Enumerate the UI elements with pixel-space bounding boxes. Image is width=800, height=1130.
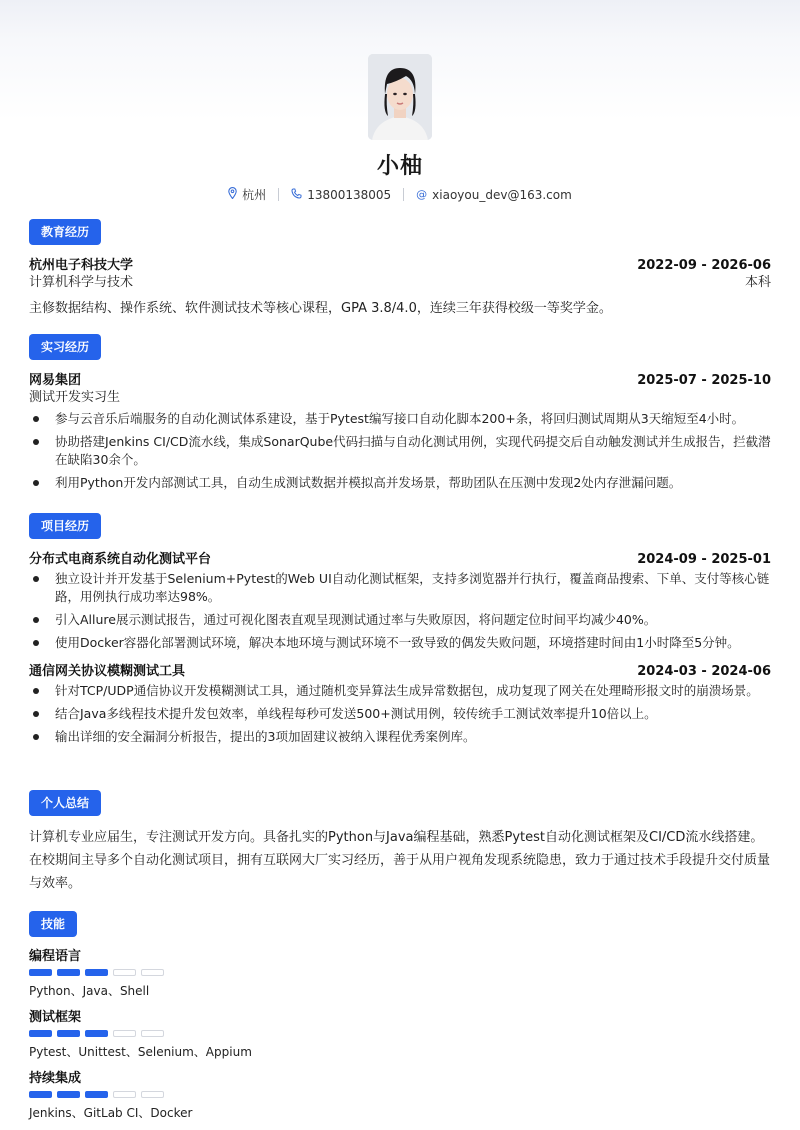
contact-email: [416, 188, 572, 202]
resume-header: [29, 0, 771, 203]
list-item: 协助搭建Jenkins CI/CD流水线，集成SonarQube代码扫描与自动化测试用例，实现代码提交后自动触发测试并生成报告，拦截潜在缺陷30余个。: [29, 433, 771, 469]
list-item: 输出详细的安全漏洞分析报告，提出的3项加固建议被纳入课程优秀案例库。: [29, 728, 771, 746]
skill-level-segment-filled: [57, 969, 80, 976]
skill-level-segment-filled: [29, 969, 52, 976]
contact-divider: [403, 188, 404, 201]
skill-item: [29, 945, 771, 999]
projects-heading: 项目经历: [29, 513, 101, 539]
contact-email-text[interactable]: xiaoyou_dev@163.com: [432, 187, 572, 202]
internship-role: 测试开发实习生: [29, 390, 121, 405]
internship-heading: 实习经历: [29, 334, 101, 360]
education-detail-row: [29, 273, 771, 292]
skill-level-bars: [29, 969, 771, 976]
company-name: 网易集团: [29, 373, 82, 388]
skill-name: 测试框架: [29, 1010, 82, 1025]
skill-name: 持续集成: [29, 1071, 82, 1086]
skill-level-segment-filled: [29, 1030, 52, 1037]
list-item: 引入Allure展示测试报告，通过可视化图表直观呈现测试通过率与失败原因，将问题定位时间平均减少40%。: [29, 611, 771, 629]
skill-level-bars: [29, 1091, 771, 1098]
skill-list: Jenkins、GitLab CI、Docker: [29, 1106, 193, 1120]
project-row: [29, 548, 771, 567]
contact-city-text: 杭州: [242, 188, 267, 202]
profile-photo: [368, 54, 432, 140]
education-heading: 教育经历: [29, 219, 101, 245]
internship-period: 2025-07 - 2025-10: [637, 373, 771, 388]
degree: 本科: [744, 275, 771, 290]
list-item: 独立设计并开发基于Selenium+Pytest的Web UI自动化测试框架，支持多浏览器并行执行，覆盖商品搜索、下单、支付等核心链路，用例执行成功率达98%。: [29, 570, 771, 606]
education-row: [29, 254, 771, 273]
location-pin-icon: [228, 187, 237, 202]
projects-section: [29, 513, 771, 751]
skill-level-segment-filled: [29, 1091, 52, 1098]
project-period: 2024-03 - 2024-06: [637, 664, 771, 679]
skill-name: 编程语言: [29, 949, 82, 964]
skills-heading: 技能: [29, 911, 77, 937]
summary-heading: 个人总结: [29, 790, 101, 816]
skill-level-bars: [29, 1030, 771, 1037]
school-name: 杭州电子科技大学: [29, 258, 134, 273]
phone-icon: [291, 188, 302, 202]
project-period: 2024-09 - 2025-01: [637, 552, 771, 567]
at-icon: @: [416, 188, 428, 201]
list-item: 针对TCP/UDP通信协议开发模糊测试工具，通过随机变异算法生成异常数据包，成功复现了网关在处理畸形报文时的崩溃场景。: [29, 682, 771, 700]
list-item: 使用Docker容器化部署测试环境，解决本地环境与测试环境不一致导致的偶发失败问题，环境搭建时间由1小时降至5分钟。: [29, 634, 771, 652]
internship-bullets: [29, 410, 771, 492]
list-item: 参与云音乐后端服务的自动化测试体系建设，基于Pytest编写接口自动化脚本200+条，将回归测试周期从3天缩短至4小时。: [29, 410, 771, 428]
skill-list: Python、Java、Shell: [29, 984, 150, 998]
major: 计算机科学与技术: [29, 275, 134, 290]
list-item: 利用Python开发内部测试工具，自动生成测试数据并模拟高并发场景，帮助团队在压测中发现2处内存泄漏问题。: [29, 474, 771, 492]
skill-level-segment-filled: [85, 1030, 108, 1037]
contact-phone-text[interactable]: 13800138005: [307, 187, 392, 202]
skill-level-segment-empty: [113, 969, 136, 976]
contact-city: [228, 186, 266, 203]
skill-level-segment-filled: [85, 1091, 108, 1098]
education-period: 2022-09 - 2026-06: [637, 258, 771, 273]
project-name: 分布式电商系统自动化测试平台: [29, 552, 212, 567]
skill-item: [29, 1006, 771, 1060]
skill-level-segment-empty: [113, 1091, 136, 1098]
skill-level-segment-empty: [141, 969, 164, 976]
skill-list: Pytest、Unittest、Selenium、Appium: [29, 1045, 252, 1059]
education-section: [29, 219, 771, 318]
skill-level-segment-empty: [141, 1030, 164, 1037]
contact-row: [29, 186, 771, 203]
project-name: 通信网关协议模糊测试工具: [29, 664, 186, 679]
skill-level-segment-filled: [57, 1091, 80, 1098]
contact-phone: [291, 188, 391, 202]
summary-text: 计算机专业应届生，专注测试开发方向。具备扎实的Python与Java编程基础，熟悉Pytest自动化测试框架及CI/CD流水线搭建。在校期间主导多个自动化测试项目，拥有互联网大厂实习经历，善于从用户视角发现系统隐患，致力于通过技术手段提升交付质量与效率。: [29, 830, 771, 891]
skills-section: [29, 911, 771, 1121]
contact-divider: [278, 188, 279, 201]
skill-level-segment-filled: [85, 969, 108, 976]
internship-row: [29, 369, 771, 388]
skill-item: [29, 1067, 771, 1121]
internship-section: [29, 334, 771, 497]
skill-level-segment-filled: [57, 1030, 80, 1037]
education-description: 主修数据结构、操作系统、软件测试技术等核心课程，GPA 3.8/4.0，连续三年获得校级一等奖学金。: [29, 301, 612, 316]
project-bullets: [29, 682, 771, 746]
summary-section: [29, 790, 771, 895]
skill-level-segment-empty: [113, 1030, 136, 1037]
candidate-name: 小柚: [376, 154, 423, 179]
project-bullets: [29, 570, 771, 652]
skill-level-segment-empty: [141, 1091, 164, 1098]
project-row: [29, 660, 771, 679]
list-item: 结合Java多线程技术提升发包效率，单线程每秒可发送500+测试用例，较传统手工测试效率提升10倍以上。: [29, 705, 771, 723]
